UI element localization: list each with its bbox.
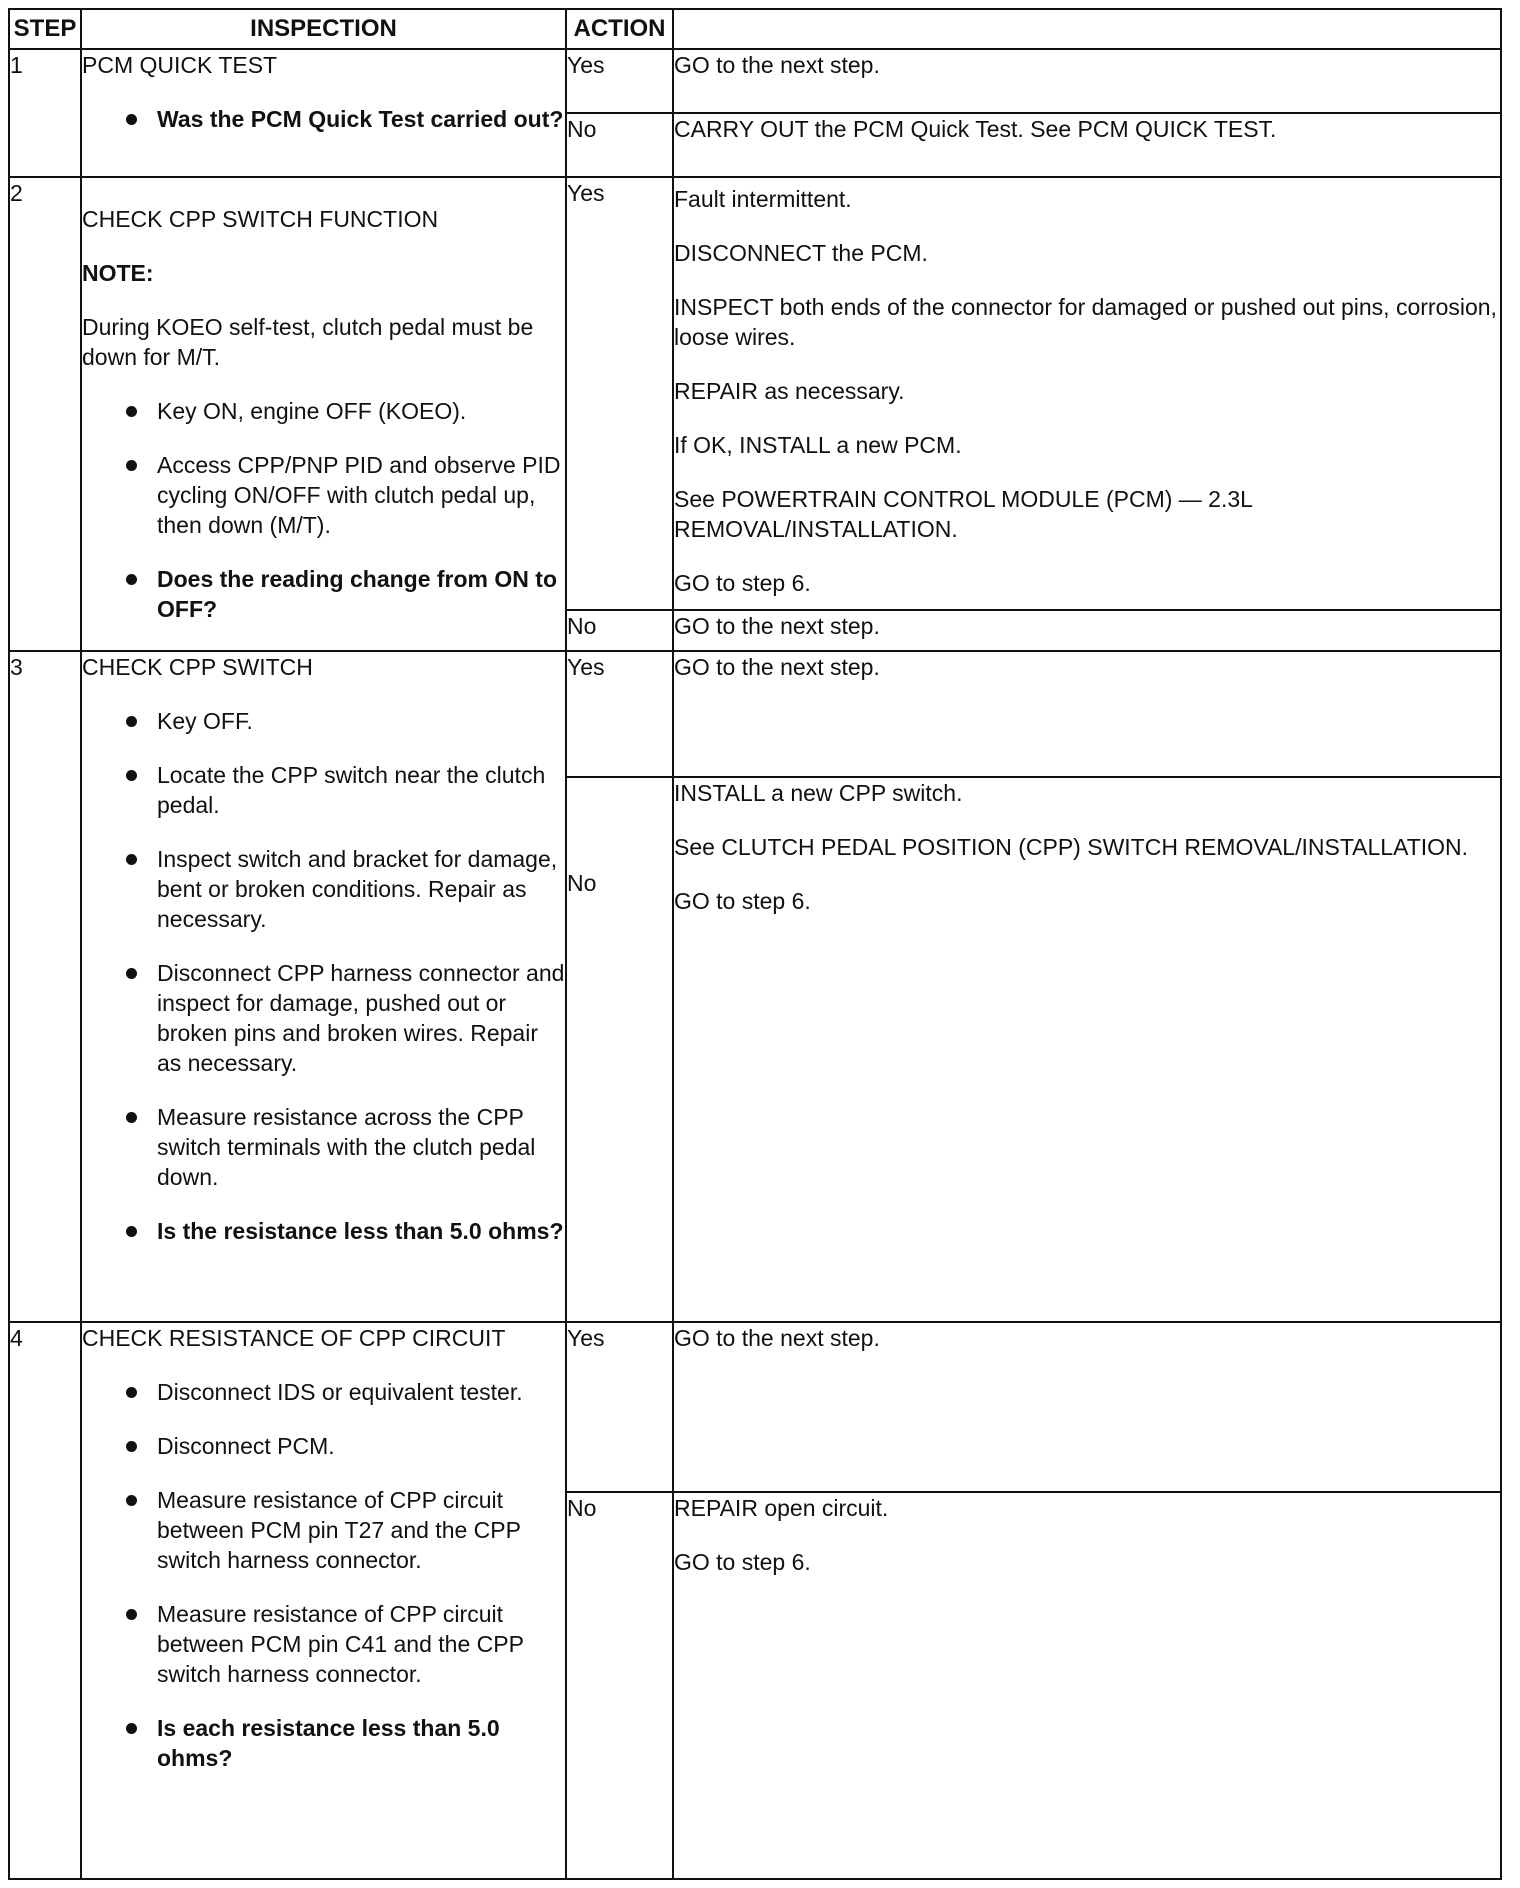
step-3-no-label: No — [566, 777, 673, 1322]
step-3-yes-action: GO to the next step. — [673, 651, 1501, 777]
step-4-no-actions — [673, 1492, 1501, 1879]
header-blank — [673, 9, 1501, 49]
step-2-no-action: GO to the next step. — [673, 610, 1501, 651]
step-4-title: CHECK RESISTANCE OF CPP CIRCUIT — [82, 1325, 506, 1351]
step-4-number: 4 — [9, 1322, 81, 1879]
step-2-yes-action: Fault intermittent. — [674, 186, 852, 212]
step-3-yes-row — [9, 651, 1501, 777]
step-2-bullet: Key ON, engine OFF (KOEO). — [82, 396, 565, 426]
step-3-bullet: Locate the CPP switch near the clutch pedal. — [82, 760, 565, 820]
step-3-number: 3 — [9, 651, 81, 1322]
step-3-bullet: Measure resistance across the CPP switch terminals with the clutch pedal down. — [82, 1102, 565, 1192]
step-4-inspection — [81, 1322, 566, 1879]
diagnostic-table — [8, 8, 1502, 1880]
step-1-bullets — [82, 104, 565, 134]
step-4-no-action: REPAIR open circuit. — [674, 1495, 889, 1521]
step-4-yes-label: Yes — [566, 1322, 673, 1492]
step-1-yes-row — [9, 49, 1501, 113]
step-3-bullet: Key OFF. — [82, 706, 565, 736]
step-3-question: Is the resistance less than 5.0 ohms? — [82, 1216, 565, 1246]
step-2-yes-action: See POWERTRAIN CONTROL MODULE (PCM) — 2.3L REMOVAL/INSTALLATION. — [674, 486, 1253, 542]
step-4-bullet: Disconnect PCM. — [82, 1431, 565, 1461]
step-3-no-action: See CLUTCH PEDAL POSITION (CPP) SWITCH REMOVAL/INSTALLATION. — [674, 834, 1469, 860]
step-2-yes-action: If OK, INSTALL a new PCM. — [674, 432, 962, 458]
step-2-number: 2 — [9, 177, 81, 651]
step-4-bullet: Measure resistance of CPP circuit between PCM pin T27 and the CPP switch harness connector. — [82, 1485, 565, 1575]
step-2-title: CHECK CPP SWITCH FUNCTION — [82, 206, 439, 232]
step-3-inspection — [81, 651, 566, 1322]
step-4-yes-action: GO to the next step. — [673, 1322, 1501, 1492]
step-2-note-text: During KOEO self-test, clutch pedal must be down for M/T. — [82, 314, 534, 370]
header-inspection: INSPECTION — [81, 9, 566, 49]
step-1-yes-label: Yes — [566, 49, 673, 113]
step-2-yes-actions — [673, 177, 1501, 610]
step-2-yes-action: DISCONNECT the PCM. — [674, 240, 928, 266]
step-2-yes-row — [9, 177, 1501, 610]
step-4-no-label: No — [566, 1492, 673, 1879]
step-4-bullet: Measure resistance of CPP circuit between PCM pin C41 and the CPP switch harness connector. — [82, 1599, 565, 1689]
header-action: ACTION — [566, 9, 673, 49]
step-2-yes-action: GO to step 6. — [674, 570, 811, 596]
step-4-bullet: Disconnect IDS or equivalent tester. — [82, 1377, 565, 1407]
step-3-title: CHECK CPP SWITCH — [82, 654, 313, 680]
step-2-bullets — [82, 396, 565, 624]
step-1-inspection — [81, 49, 566, 177]
step-3-bullet: Inspect switch and bracket for damage, bent or broken conditions. Repair as necessary. — [82, 844, 565, 934]
step-2-yes-label: Yes — [566, 177, 673, 610]
step-2-question: Does the reading change from ON to OFF? — [82, 564, 565, 624]
step-4-no-action: GO to step 6. — [674, 1549, 811, 1575]
step-2-no-label: No — [566, 610, 673, 651]
step-1-no-action: CARRY OUT the PCM Quick Test. See PCM QUICK TEST. — [673, 113, 1501, 177]
step-1-yes-action: GO to the next step. — [673, 49, 1501, 113]
step-2-yes-action: INSPECT both ends of the connector for damaged or pushed out pins, corrosion, loose wires. — [674, 294, 1497, 350]
step-3-no-action: GO to step 6. — [674, 888, 811, 914]
header-step: STEP — [9, 9, 81, 49]
step-2-inspection — [81, 177, 566, 651]
step-1-title: PCM QUICK TEST — [82, 52, 278, 78]
step-3-bullet: Disconnect CPP harness connector and inspect for damage, pushed out or broken pins and broken wires. Repair as necessary. — [82, 958, 565, 1078]
step-4-bullets — [82, 1377, 565, 1773]
step-2-note-label: NOTE: — [82, 260, 154, 286]
step-3-no-actions — [673, 777, 1501, 1322]
step-3-yes-label: Yes — [566, 651, 673, 777]
step-3-no-action: INSTALL a new CPP switch. — [674, 780, 963, 806]
step-2-bullet: Access CPP/PNP PID and observe PID cycling ON/OFF with clutch pedal up, then down (M/T). — [82, 450, 565, 540]
step-4-question: Is each resistance less than 5.0 ohms? — [82, 1713, 565, 1773]
step-1-no-label: No — [566, 113, 673, 177]
step-1-question: Was the PCM Quick Test carried out? — [82, 104, 565, 134]
table-header-row — [9, 9, 1501, 49]
step-3-bullets — [82, 706, 565, 1246]
step-1-number: 1 — [9, 49, 81, 177]
step-2-yes-action: REPAIR as necessary. — [674, 378, 905, 404]
step-4-yes-row — [9, 1322, 1501, 1492]
